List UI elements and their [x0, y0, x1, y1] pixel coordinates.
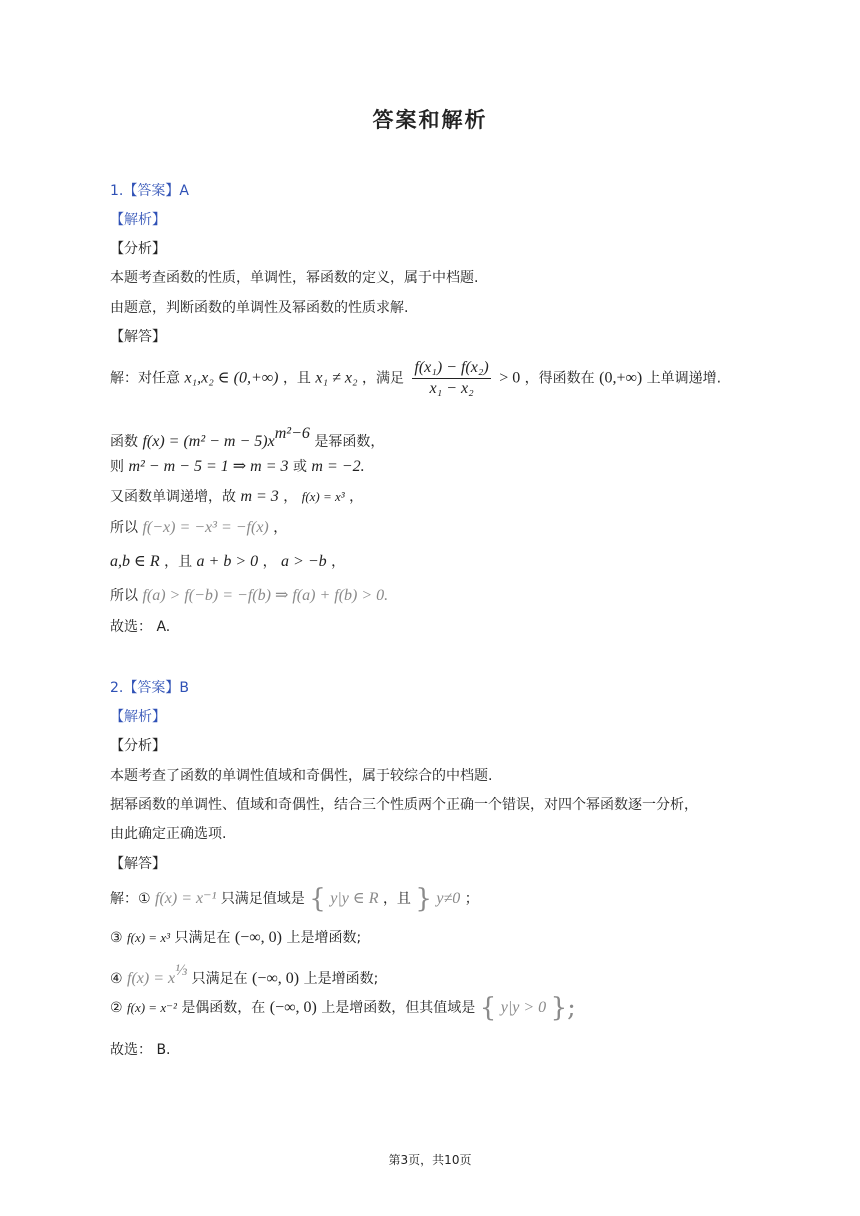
math: m = −2. — [311, 458, 365, 475]
math: m = 3 — [240, 488, 279, 505]
text: ，且 — [282, 370, 311, 387]
q1-jiexi-heading: 【解析】 — [110, 212, 166, 228]
math: f(x) = (m² − m − 5)x — [142, 433, 275, 450]
text: 是偶函数，在 — [181, 1000, 266, 1016]
q1-step-2 — [110, 424, 384, 452]
text: 所以 — [110, 588, 138, 604]
q2-analysis-2: 据幂函数的单调性、值域和奇偶性，结合三个性质两个正确一个错误，对四个幂函数逐一分析， — [110, 797, 698, 813]
math: (−∞, 0) — [269, 999, 317, 1016]
text: ， — [262, 554, 277, 570]
q1-jieda-heading: 【解答】 — [110, 329, 166, 345]
q1-fenxi-heading: 【分析】 — [110, 241, 166, 257]
q1-step-7 — [110, 586, 388, 606]
text: ， — [273, 520, 288, 536]
q2-step-2 — [110, 928, 361, 948]
text: 只满足在 — [174, 930, 231, 946]
text: 所以 — [110, 520, 138, 536]
q1-analysis-2: 由题意，判断函数的单调性及幂函数的性质求解. — [110, 300, 409, 316]
q2-conclusion: 故选： B. — [110, 1042, 171, 1058]
text: ④ — [110, 971, 123, 987]
fraction-denominator: x₁ − x₂ — [429, 380, 474, 397]
q1-step-1 — [110, 358, 721, 399]
q2-jiexi-heading: 【解析】 — [110, 709, 166, 725]
q2-analysis-3: 由此确定正确选项. — [110, 826, 227, 842]
math: m² − m − 5 = 1 ⇒ m = 3 — [128, 458, 289, 475]
math: a + b > 0 — [196, 553, 259, 570]
q2-fenxi-heading: 【分析】 — [110, 738, 166, 754]
text: ，得函数在 — [524, 370, 595, 387]
math: a > −b — [281, 553, 327, 570]
right-brace: } — [415, 884, 432, 914]
math-exponent: m²−6 — [274, 425, 310, 442]
math: f(−x) = −x³ = −f(x) — [142, 519, 269, 536]
text: ，满足 — [361, 370, 404, 387]
math: (0,+∞) — [599, 369, 643, 387]
q2-step-3 — [110, 961, 378, 989]
math: x₁ ≠ x₂ — [315, 369, 358, 387]
text: 又函数单调递增，故 — [110, 489, 236, 505]
math: f(x) = x⁻¹ — [155, 890, 217, 907]
text: ； — [464, 891, 479, 907]
math: f(x) = x⁻² — [127, 1000, 177, 1015]
page-footer: 第3页，共10页 — [388, 1153, 472, 1167]
math: y|y > 0 — [500, 999, 547, 1016]
math: x₁,x₂ ∈ (0,+∞) — [184, 369, 279, 387]
text: 是幂函数， — [314, 434, 385, 450]
q1-analysis-1: 本题考查函数的性质，单调性，幂函数的定义，属于中档题. — [110, 270, 479, 286]
q1-step-6 — [110, 552, 345, 572]
text: 上是增函数，但其值域是 — [321, 1000, 476, 1016]
math: y|y ∈ R — [330, 890, 379, 907]
text: 或 — [292, 459, 307, 475]
fraction — [412, 358, 490, 399]
q2-answer-label: 2.【答案】B — [110, 680, 189, 696]
math: f(a) > f(−b) = −f(b) ⇒ f(a) + f(b) > 0. — [142, 587, 389, 604]
q2-jieda-heading: 【解答】 — [110, 856, 166, 872]
math: y≠0 — [436, 890, 461, 907]
math: a,b ∈ R — [110, 553, 160, 570]
page-title: 答案和解析 — [372, 108, 488, 132]
fraction-numerator: f(x₁) − f(x₂) — [412, 358, 490, 379]
math-exponent: ⅓ — [175, 962, 188, 979]
text: 解：对任意 — [110, 370, 180, 387]
text: ，且 — [164, 554, 193, 570]
math: f(x) = x — [127, 970, 176, 987]
text: 则 — [110, 459, 124, 475]
q1-conclusion: 故选： A. — [110, 619, 171, 635]
text: 上是增函数; — [303, 971, 379, 987]
q1-step-3 — [110, 457, 365, 477]
left-brace: { — [479, 993, 497, 1023]
q2-step-4 — [110, 993, 576, 1023]
text: 只满足在 — [191, 971, 248, 987]
q1-step-5 — [110, 518, 287, 538]
text: ， — [349, 489, 364, 505]
text: 函数 — [110, 434, 138, 450]
q1-answer-label: 1.【答案】A — [110, 183, 189, 199]
text: ， — [331, 554, 346, 570]
text: ② — [110, 1000, 123, 1016]
text: 解：① — [110, 891, 151, 907]
text: 上单调递增. — [646, 370, 722, 387]
q1-step-4 — [110, 487, 363, 507]
right-brace: }; — [550, 993, 576, 1023]
math: (−∞, 0) — [252, 970, 300, 987]
text: ，且 — [382, 891, 411, 907]
math: > 0 — [499, 369, 521, 387]
text: ③ — [110, 930, 123, 946]
text: ， — [283, 489, 298, 505]
math: f(x) = x³ — [301, 489, 345, 504]
q2-step-1 — [110, 884, 479, 914]
q2-analysis-1: 本题考查了函数的单调性值域和奇偶性，属于较综合的中档题. — [110, 768, 493, 784]
text: 只满足值域是 — [220, 891, 305, 907]
left-brace: { — [309, 884, 326, 914]
math: f(x) = x³ — [127, 930, 170, 945]
text: 上是增函数; — [286, 930, 362, 946]
math: (−∞, 0) — [234, 929, 282, 946]
